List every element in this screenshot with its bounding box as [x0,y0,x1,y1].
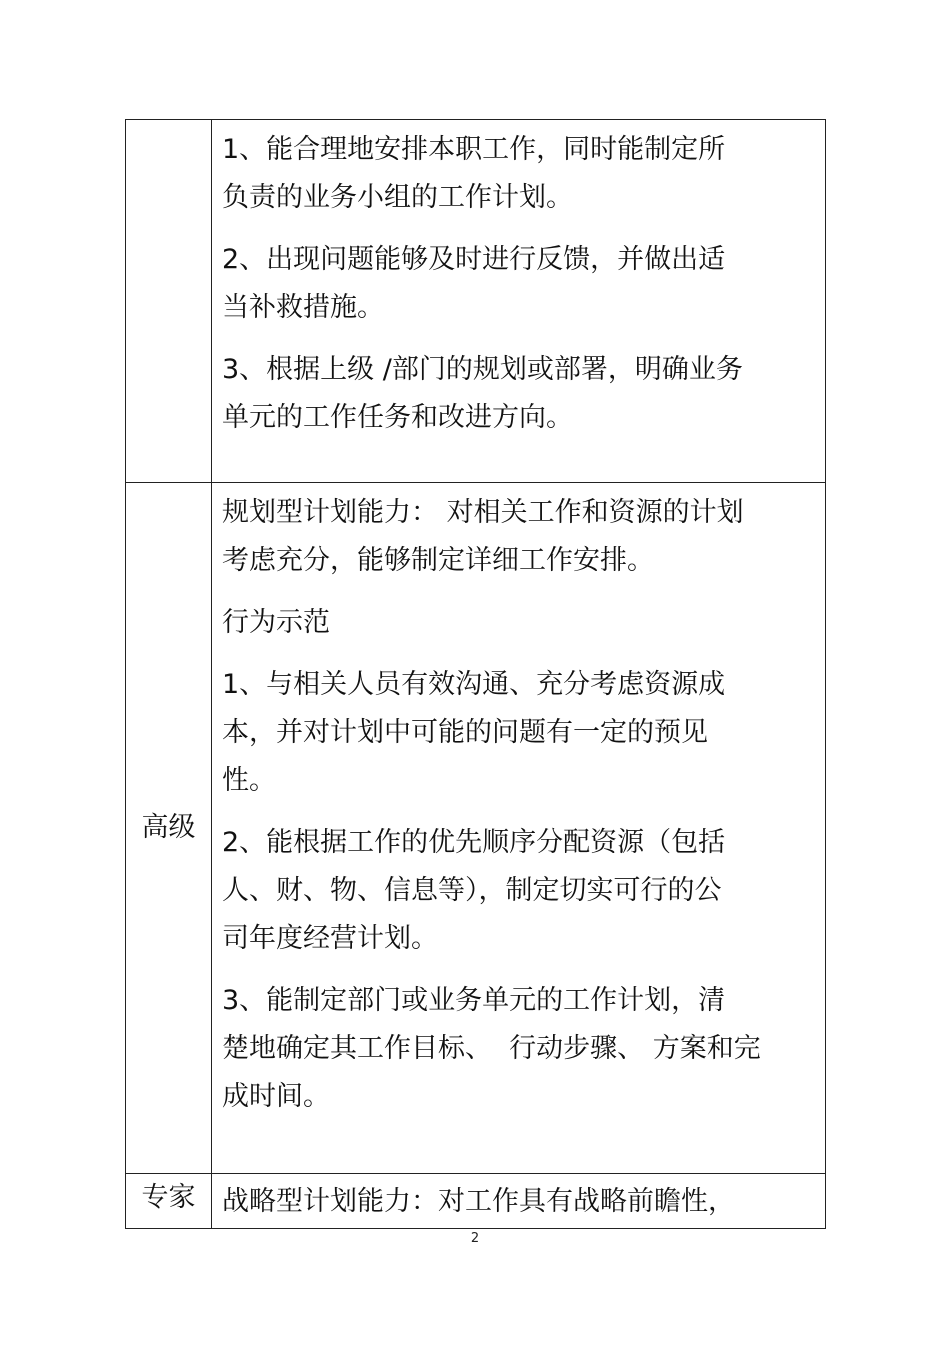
level-cell [126,120,212,483]
behavior-item: 2、能根据工作的优先顺序分配资源（包括 人、财、物、信息等），制定切实可行的公 司年度经营计划。 [222,827,726,954]
behavior-item: 2、出现问题能够及时进行反馈，并做出适 当补救措施。 [222,244,726,323]
table-row [126,120,826,483]
level-cell: 专家 [126,1174,212,1229]
behavior-item: 1、能合理地安排本职工作，同时能制定所 负责的业务小组的工作计划。 [222,134,726,213]
description-cell [212,120,826,483]
behavior-item: 1、与相关人员有效沟通、充分考虑资源成 本，并对计划中可能的问题有一定的预见 性。 [222,669,726,796]
behavior-heading: 行为示范 [222,607,330,638]
behavior-item: 3、能制定部门或业务单元的工作计划，清 楚地确定其工作目标、 行动步骤、 方案和完 成时间。 [222,985,761,1112]
level-cell: 高级 [126,483,212,1174]
table-row [126,1174,826,1229]
level-definition: 战略型计划能力：对工作具有战略前瞻性， [222,1186,735,1217]
competency-table [125,119,826,1229]
page-number: 2 [470,1231,480,1246]
description-cell [212,483,826,1174]
behavior-item: 3、根据上级 /部门的规划或部署，明确业务 单元的工作任务和改进方向。 [222,354,743,433]
table-row [126,483,826,1174]
level-definition: 规划型计划能力： 对相关工作和资源的计划 考虑充分，能够制定详细工作安排。 [222,497,744,576]
description-cell [212,1174,826,1229]
